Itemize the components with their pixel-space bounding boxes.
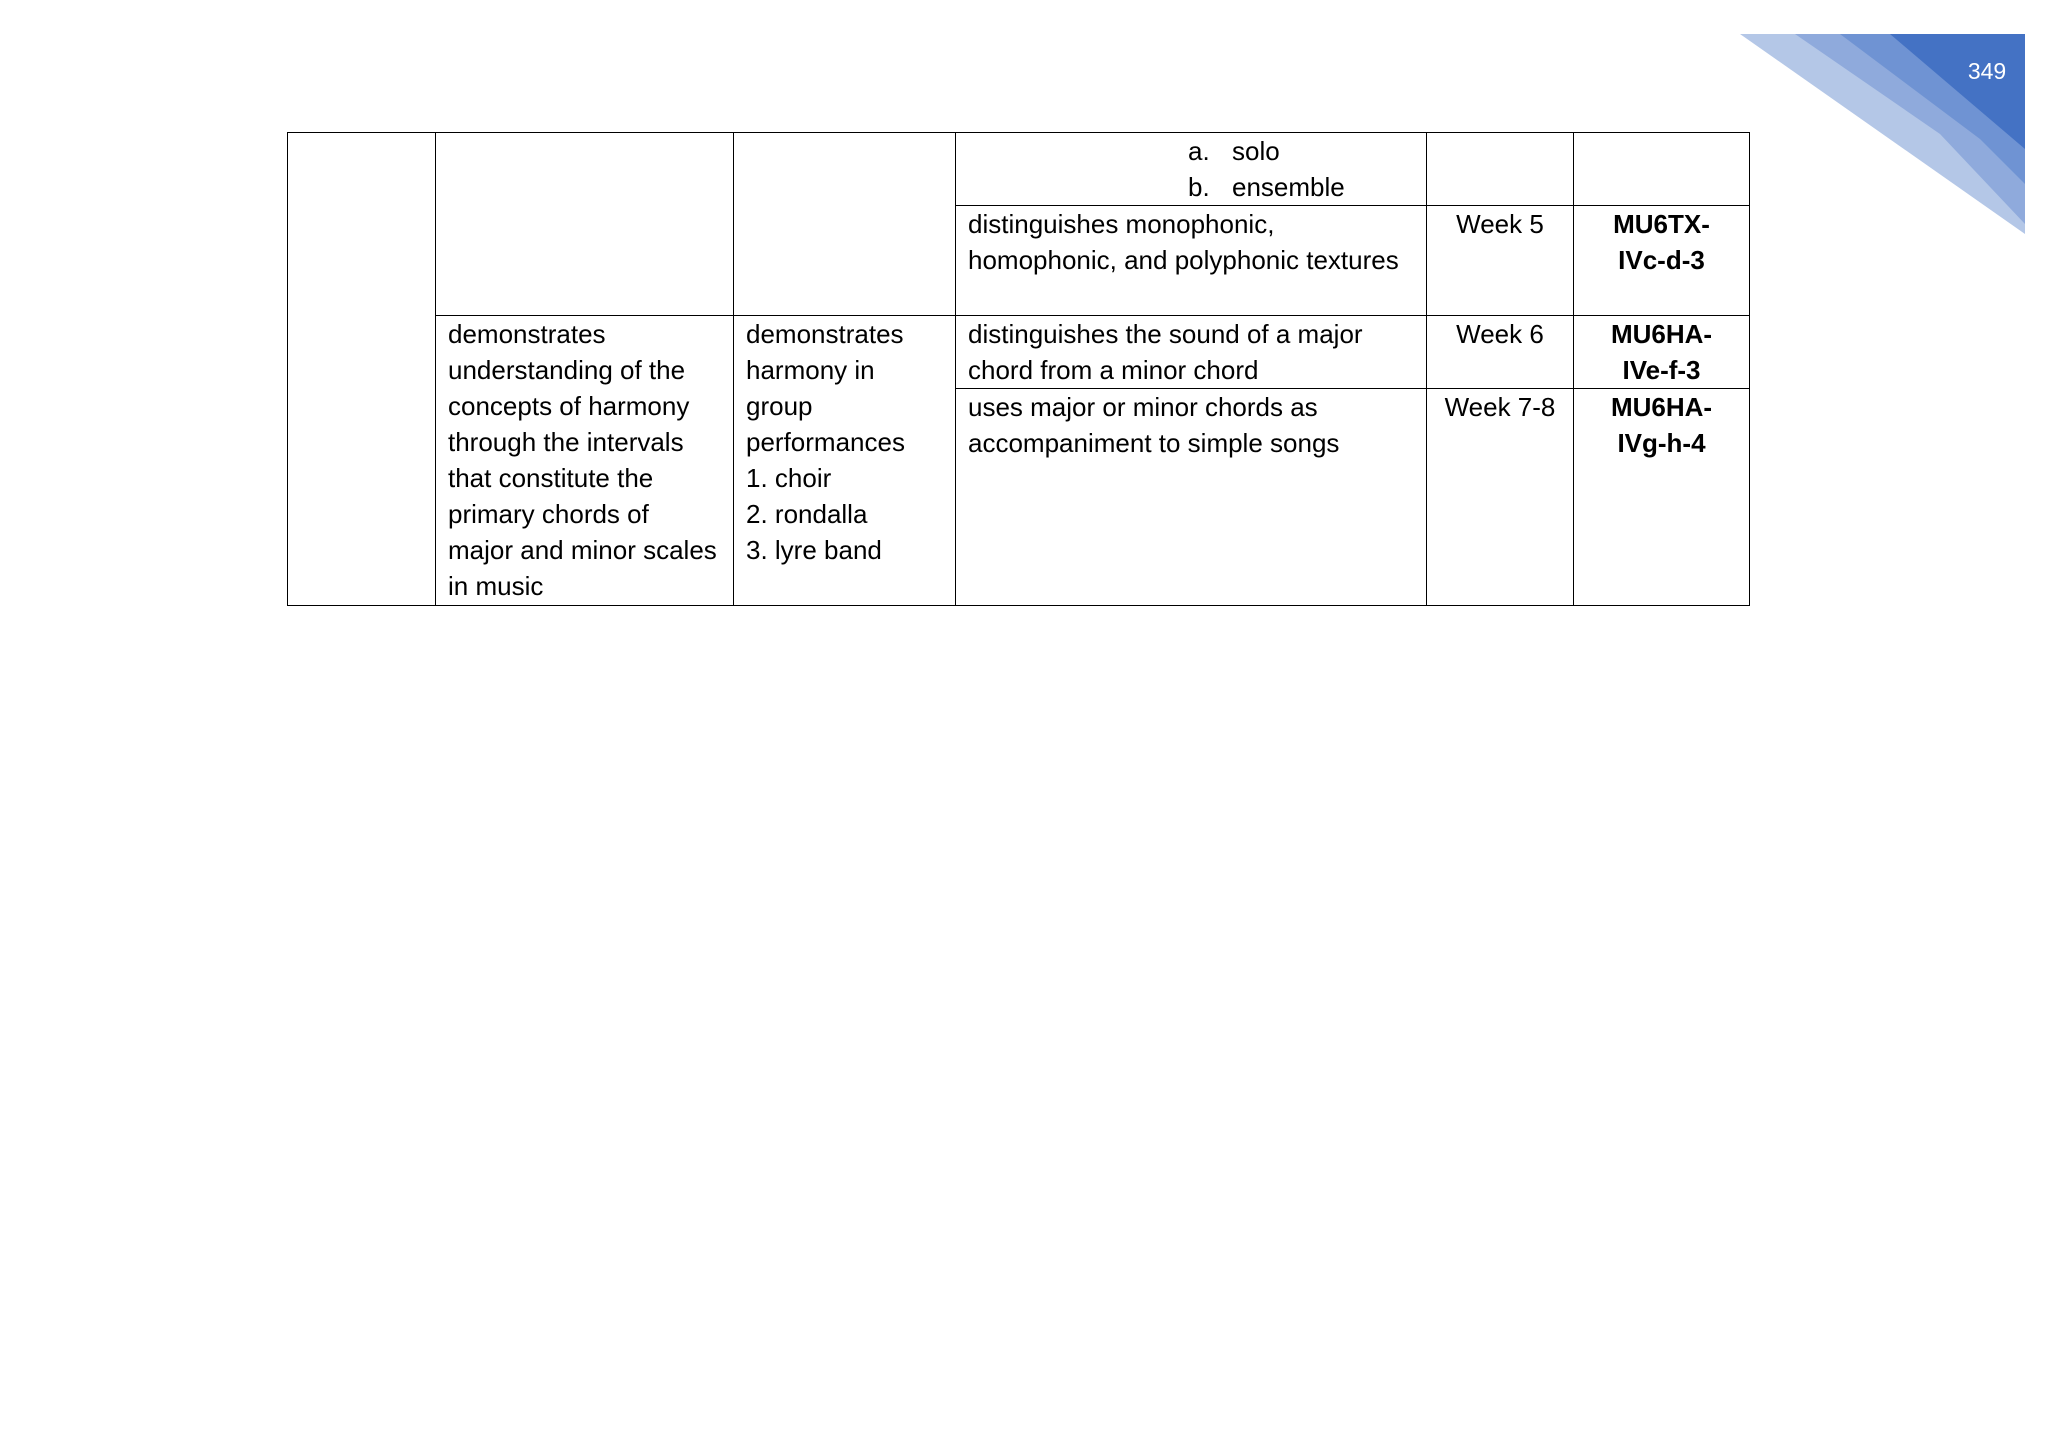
week-5: Week 5 — [1427, 206, 1574, 316]
competency-textures: distinguishes monophonic, homophonic, and polyphonic textures — [956, 206, 1427, 316]
performance-standard-harmony: demonstrates harmony in group performances 1. choir 2. rondalla 3. lyre band — [734, 316, 956, 606]
content-standard-cell-top — [436, 133, 734, 316]
competency-accompaniment: uses major or minor chords as accompaniment to simple songs — [956, 389, 1427, 606]
week-7-8: Week 7-8 — [1427, 389, 1574, 606]
week-cell-empty — [1427, 133, 1574, 206]
performance-type-list — [968, 133, 1414, 205]
competency-major-minor: distinguishes the sound of a major chord from a minor chord — [956, 316, 1427, 389]
week-6: Week 6 — [1427, 316, 1574, 389]
code-textures: MU6TX- IVc-d-3 — [1574, 206, 1750, 316]
table-row — [288, 133, 1750, 206]
performance-standard-cell-top — [734, 133, 956, 316]
list-item: b. ensemble — [1188, 172, 1345, 202]
content-standard-harmony: demonstrates understanding of the concepts of harmony through the intervals that constitute the primary chords of major and minor scales in music — [436, 316, 734, 606]
table-row — [288, 316, 1750, 389]
page-number: 349 — [1967, 58, 2007, 84]
code-major-minor: MU6HA- IVe-f-3 — [1574, 316, 1750, 389]
quarter-cell — [288, 133, 436, 606]
list-item: a. solo — [1188, 136, 1280, 166]
code-cell-empty — [1574, 133, 1750, 206]
competency-cell-list — [956, 133, 1427, 206]
code-accompaniment: MU6HA- IVg-h-4 — [1574, 389, 1750, 606]
curriculum-table — [287, 132, 1750, 606]
